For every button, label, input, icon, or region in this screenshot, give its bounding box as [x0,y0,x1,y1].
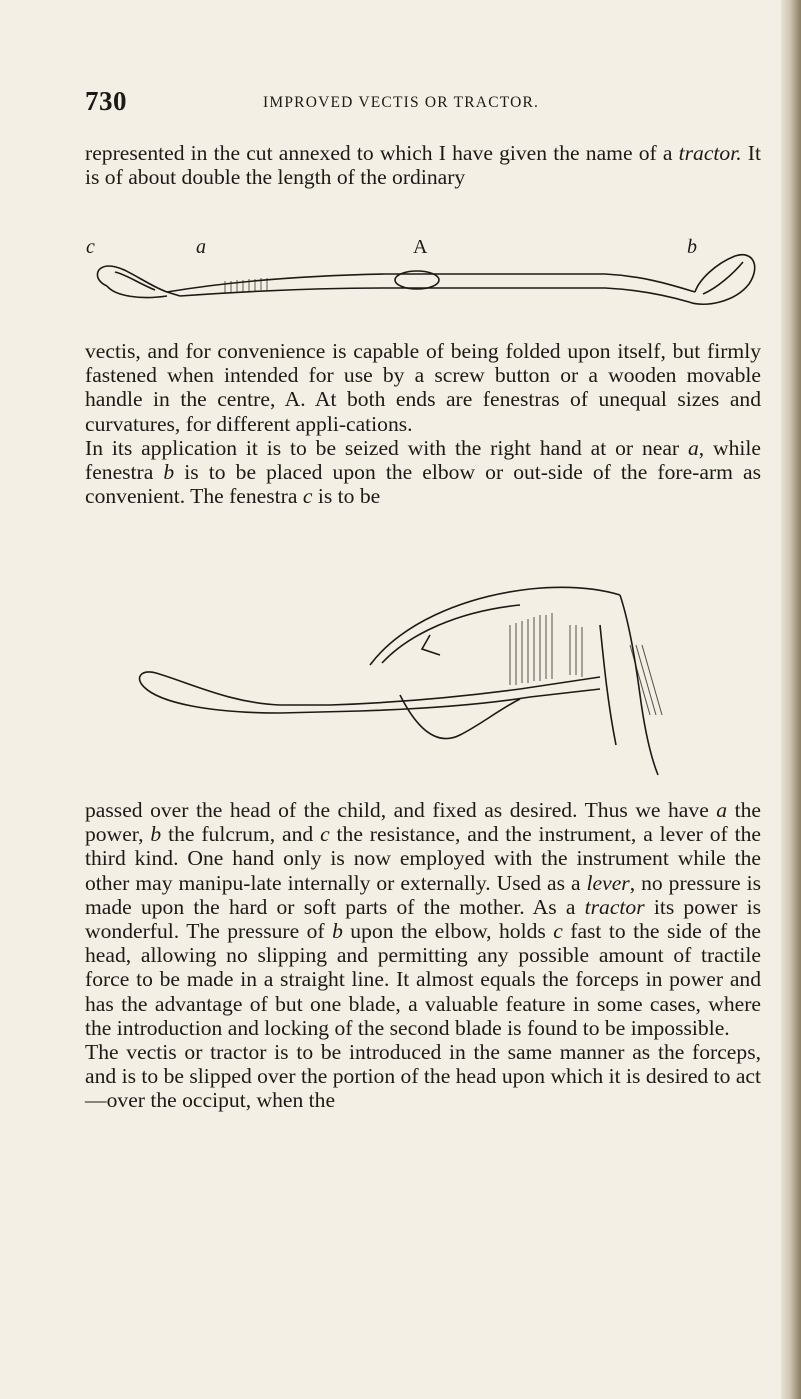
paragraph-group-3 [85,798,761,1113]
paragraph-1: represented in the cut annexed to which I have given the name of a tractor. It is of about double the length of the ordinary [85,141,761,190]
fenestra-b-outline [689,255,755,305]
running-head [85,86,755,126]
figure-label-a: a [196,236,206,258]
paragraph-5: The vectis or tractor is to be introduced in the same manner as the forceps, and is to be slipped over the portion of the head upon which it is desired to act—over the occiput, when the [85,1040,761,1113]
paragraph-group-2 [85,339,761,508]
figure-tractor-in-use [130,585,730,785]
figure-label-c: c [86,236,95,258]
shank-lower [180,288,689,302]
paragraph-3: In its application it is to be seized with the right hand at or near a, while fenestra b is to be placed upon the elbow or out-side of the fore-arm as convenient. The fenestra c is to be [85,435,761,509]
paragraph-2: vectis, and for convenience is capable of being folded upon itself, but firmly fastened when intended for use by a screw button or a wooden movable handle in the centre, A. At both ends are fenestras of unequal sizes and curvatures, for different appli-cations. [85,339,761,436]
figure-label-b: b [687,236,697,258]
arm-right-edge [620,595,658,775]
figure-tractor-straight [85,236,761,336]
page-header-title: IMPROVED VECTIS OR TRACTOR. [263,94,540,111]
paragraph-4: passed over the head of the child, and fixed as desired. Thus we have a the power, b the fulcrum, and c the resistance, and the instrument, a lever of the third kind. One hand only is now employed with the instrument while the other may manipu-late internally or externally. Used as a lever, no pressure is made upon the hard or soft parts of the mother. As a tractor its power is wonderful. The pressure of b upon the elbow, holds c fast to the side of the head, allowing no slipping and permitting any possible amount of tractile force to be made in a straight line. It almost equals the forceps in power and has the advantage of but one blade, a valuable feature in some cases, where the introduction and locking of the second blade is found to be impossible. [85,798,762,1040]
page-edge-shadow [781,0,801,1399]
tractor-on-forearm-illustration [130,585,730,785]
figure-label-A: A [413,236,428,258]
page-number: 730 [85,86,127,116]
